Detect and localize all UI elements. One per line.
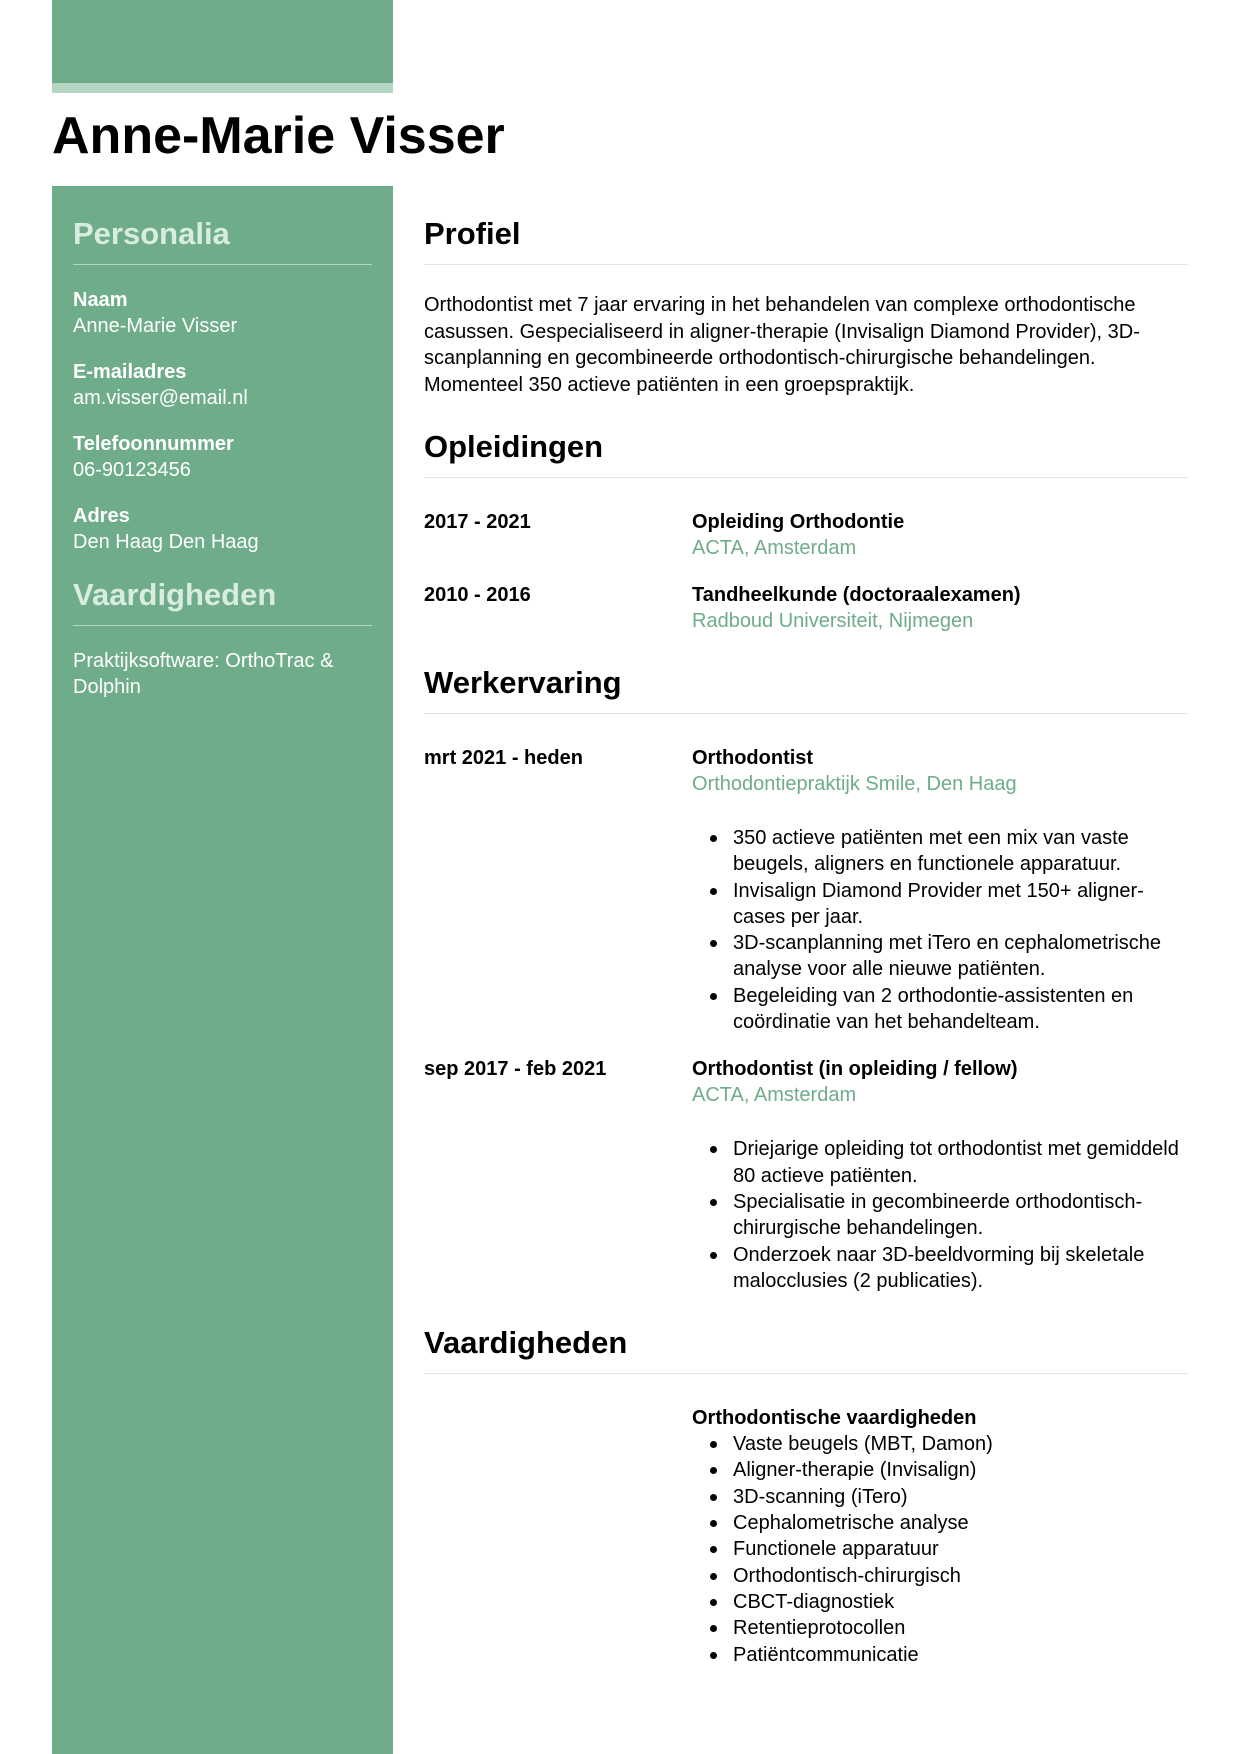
personal-item-address [73, 503, 372, 555]
experience-entry [424, 1056, 1188, 1294]
entry-organization: ACTA, Amsterdam [692, 1084, 857, 1107]
entry-title: Orthodontist [692, 747, 814, 769]
personal-value: Den Haag Den Haag [73, 531, 259, 553]
candidate-name: Anne-Marie Visser [52, 107, 505, 165]
sidebar-skill-text: Praktijksoftware: OrthoTrac & Dolphin [73, 650, 334, 698]
header-accent-strip [52, 83, 393, 93]
entry-body [692, 582, 1188, 634]
skill-item: Vaste beugels (MBT, Damon) [733, 1431, 1188, 1457]
experience-entry [424, 745, 1188, 1035]
entry-body [692, 745, 1188, 1035]
bullet-item: Begeleiding van 2 orthodontie-assistenten en coördinatie van het behandelteam. [733, 983, 1188, 1036]
header-accent-block [52, 0, 393, 83]
entry-body [692, 509, 1188, 561]
entry-organization: Orthodontiepraktijk Smile, Den Haag [692, 773, 1017, 795]
skills-group-title: Orthodontische vaardigheden [692, 1407, 977, 1430]
personal-item-name [73, 287, 372, 339]
entry-date: 2010 - 2016 [424, 584, 531, 606]
bullet-item: Onderzoek naar 3D-beeldvorming bij skeletale malocclusies (2 publicaties). [733, 1242, 1188, 1295]
skills-heading: Vaardigheden [424, 1294, 1188, 1374]
personal-value: Anne-Marie Visser [73, 315, 238, 337]
sidebar-personal-heading: Personalia [73, 216, 372, 265]
personal-label: Telefoonnummer [73, 433, 234, 455]
entry-date: sep 2017 - feb 2021 [424, 1058, 607, 1081]
bullet-item: 350 actieve patiënten met een mix van vaste beugels, aligners en functionele apparatuur. [733, 825, 1188, 878]
education-heading: Opleidingen [424, 398, 1188, 478]
skill-item: Cephalometrische analyse [733, 1510, 1188, 1536]
profile-text: Orthodontist met 7 jaar ervaring in het behandelen van complexe orthodontische casussen. Gespecialiseerd in aligner-therapie (Invisalign Diamond Provider), 3D-scanplanning en gecombineerde orthodontisch-chirurgische behandelingen. Momenteel 350 actieve patiënten in een groepspraktijk. [424, 294, 1140, 396]
entry-organization: ACTA, Amsterdam [692, 537, 857, 559]
bullet-item: Invisalign Diamond Provider met 150+ aligner-cases per jaar. [733, 878, 1188, 931]
education-entry [424, 582, 1188, 634]
sidebar [52, 186, 393, 1754]
main-content [424, 186, 1188, 1668]
personal-value: am.visser@email.nl [73, 387, 248, 409]
personal-details [73, 265, 372, 555]
entry-title: Opleiding Orthodontie [692, 511, 905, 533]
personal-label: E-mailadres [73, 361, 187, 383]
entry-date: 2017 - 2021 [424, 511, 531, 533]
entry-title: Tandheelkunde (doctoraalexamen) [692, 584, 1021, 606]
skill-item: Retentieprotocollen [733, 1615, 1188, 1641]
skill-item: Functionele apparatuur [733, 1536, 1188, 1562]
skill-item: Patiëntcommunicatie [733, 1642, 1188, 1668]
sidebar-skills-heading: Vaardigheden [73, 577, 372, 626]
personal-item-email [73, 359, 372, 411]
personal-label: Adres [73, 505, 130, 527]
entry-body [692, 1056, 1188, 1294]
bullet-item: Driejarige opleiding tot orthodontist met gemiddeld 80 actieve patiënten. [733, 1136, 1188, 1189]
bullet-item: 3D-scanplanning met iTero en cephalometrische analyse voor alle nieuwe patiënten. [733, 930, 1188, 983]
personal-item-phone [73, 431, 372, 483]
experience-bullets [692, 825, 1188, 1035]
skills-group [692, 1405, 1188, 1668]
education-entry [424, 509, 1188, 561]
entry-organization: Radboud Universiteit, Nijmegen [692, 610, 974, 632]
skill-item: CBCT-diagnostiek [733, 1589, 1188, 1615]
skill-item: Orthodontisch-chirurgisch [733, 1563, 1188, 1589]
experience-heading: Werkervaring [424, 634, 1188, 714]
skills-list [692, 1431, 1188, 1668]
skill-item: Aligner-therapie (Invisalign) [733, 1457, 1188, 1483]
personal-value: 06-90123456 [73, 459, 191, 481]
experience-bullets [692, 1136, 1188, 1294]
entry-date: mrt 2021 - heden [424, 747, 583, 769]
skill-item: 3D-scanning (iTero) [733, 1484, 1188, 1510]
personal-label: Naam [73, 289, 128, 311]
bullet-item: Specialisatie in gecombineerde orthodontisch-chirurgische behandelingen. [733, 1189, 1188, 1242]
profile-heading: Profiel [424, 186, 1188, 265]
entry-title: Orthodontist (in opleiding / fellow) [692, 1058, 1018, 1081]
